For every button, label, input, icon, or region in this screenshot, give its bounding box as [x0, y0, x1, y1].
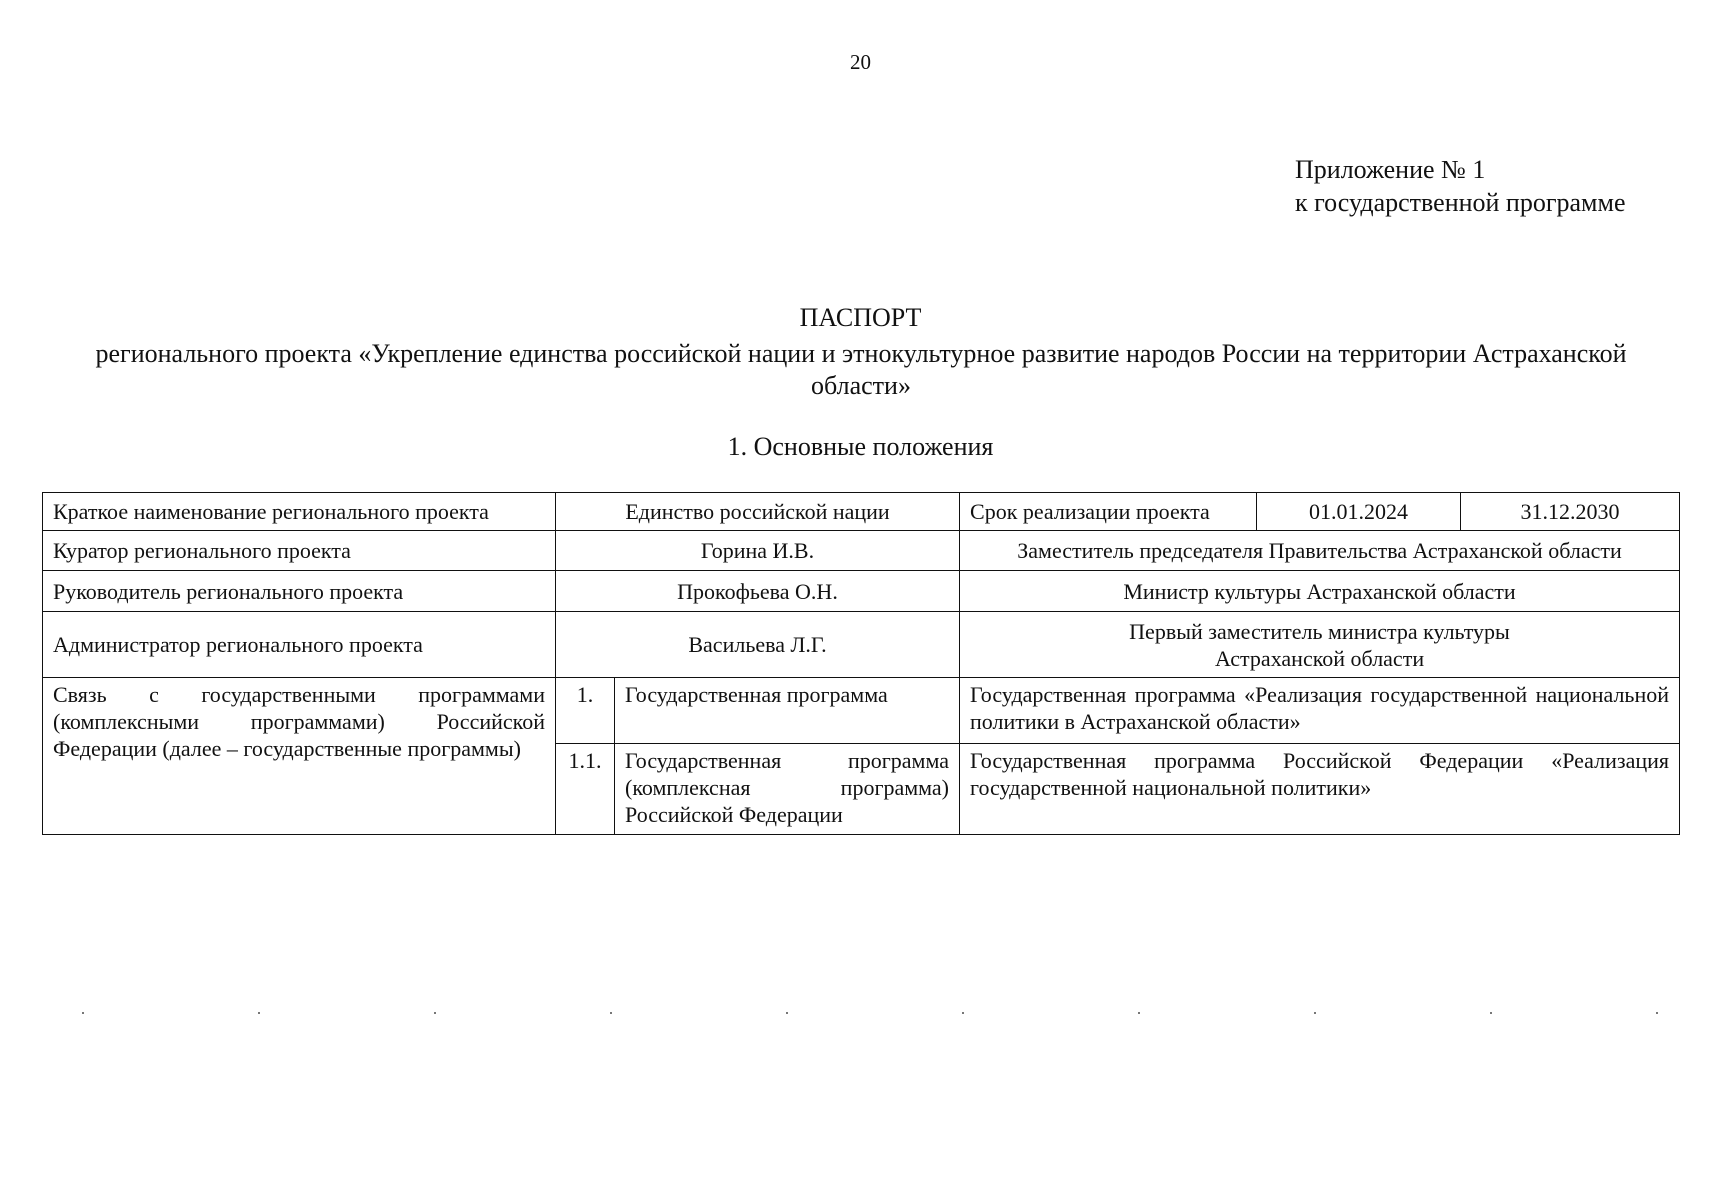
scan-artifact: [434, 1012, 436, 1014]
program-number: 1.: [556, 678, 615, 744]
program-type: Государственная программа: [615, 678, 960, 744]
start-date: 01.01.2024: [1257, 493, 1461, 531]
curator-position: Заместитель председателя Правительства Астраханской области: [960, 531, 1680, 571]
administrator-position-line-1: Первый заместитель министра культуры: [1129, 618, 1510, 644]
section-heading: 1. Основные положения: [727, 432, 994, 461]
program-number: 1.1.: [556, 744, 615, 835]
administrator-label: Администратор регионального проекта: [43, 612, 556, 678]
short-name-value: Единство российской нации: [556, 493, 960, 531]
scan-artifact: [82, 1012, 84, 1014]
scan-artifact: [1138, 1012, 1140, 1014]
scan-artifact: [786, 1012, 788, 1014]
program-name: Государственная программа Российской Федерации «Реализация государственной национальной политики»: [960, 744, 1680, 835]
table-row: [43, 571, 1680, 612]
administrator-name: Васильева Л.Г.: [556, 612, 960, 678]
short-name-label: Краткое наименование регионального проекта: [43, 493, 556, 531]
scan-artifact: [1490, 1012, 1492, 1014]
table-row: [43, 531, 1680, 571]
scan-artifact: [258, 1012, 260, 1014]
table-row: [43, 493, 1680, 531]
scan-artifact: [1314, 1012, 1316, 1014]
manager-name: Прокофьева О.Н.: [556, 571, 960, 612]
page-number: 20: [850, 50, 871, 74]
appendix-line-1: Приложение № 1: [1295, 155, 1486, 184]
programs-link-label: Связь с государственными программами (комплексными программами) Российской Федерации (далее – государственные программы): [43, 678, 556, 835]
end-date: 31.12.2030: [1461, 493, 1680, 531]
table-row: [43, 612, 1680, 678]
appendix-note: [1295, 153, 1626, 219]
appendix-line-2: к государственной программе: [1295, 188, 1626, 217]
scan-artifact: [610, 1012, 612, 1014]
administrator-position: [960, 612, 1680, 678]
administrator-position-line-2: Астраханской области: [1214, 645, 1425, 671]
curator-label: Куратор регионального проекта: [43, 531, 556, 571]
scan-artifact: [1656, 1012, 1658, 1014]
program-name: Государственная программа «Реализация государственной национальной политики в Астраханской области»: [960, 678, 1680, 744]
document-title: ПАСПОРТ: [799, 303, 922, 332]
table-row: [43, 678, 1680, 744]
scan-artifact: [962, 1012, 964, 1014]
passport-table: [42, 492, 1680, 835]
curator-name: Горина И.В.: [556, 531, 960, 571]
program-type: Государственная программа (комплексная программа) Российской Федерации: [615, 744, 960, 835]
document-subtitle: регионального проекта «Укрепление единства российской нации и этнокультурное развитие народов России на территории Астраханской области»: [95, 339, 1627, 400]
manager-label: Руководитель регионального проекта: [43, 571, 556, 612]
period-label: Срок реализации проекта: [960, 493, 1257, 531]
manager-position: Министр культуры Астраханской области: [960, 571, 1680, 612]
